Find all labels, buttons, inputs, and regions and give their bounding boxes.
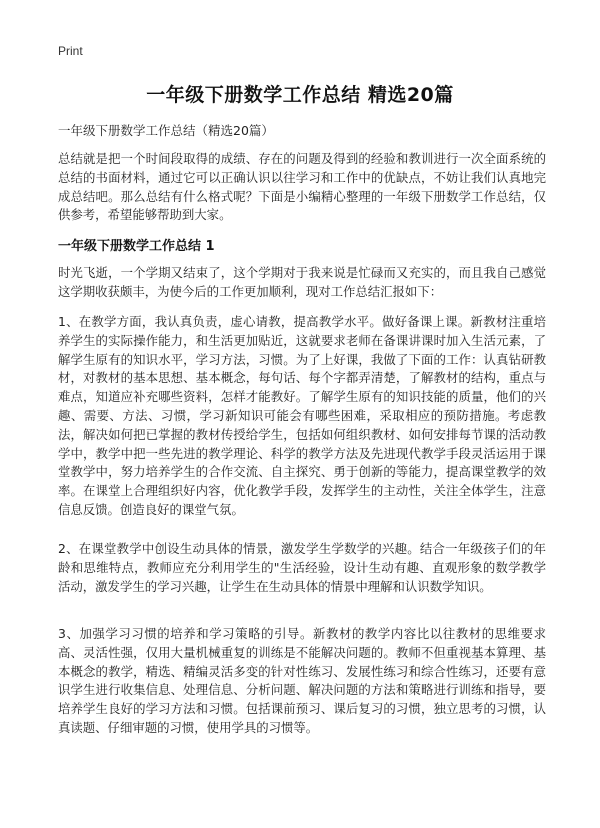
document-subtitle: 一年级下册数学工作总结（精选20篇）: [58, 123, 274, 138]
print-link[interactable]: Print: [58, 44, 83, 58]
paragraph-opening: 时光飞逝，一个学期又结束了，这个学期对于我来说是忙碌而又充实的，而且我自己感觉这学期收获颇丰，为使今后的工作更加顺利，现对工作总结汇报如下：: [58, 265, 546, 299]
intro-paragraph: 总结就是把一个时间段取得的成绩、存在的问题及得到的经验和教训进行一次全面系统的总结的书面材料，通过它可以正确认识以往学习和工作中的优缺点，不妨让我们认真地完成总结吧。那么总结有什么格式呢？下面是小编精心整理的一年级下册数学工作总结，仅供参考，希望能够帮助到大家。: [58, 151, 546, 223]
section-heading: 一年级下册数学工作总结 1: [58, 239, 215, 254]
paragraph-teaching: 1、在教学方面，我认真负责，虚心请教，提高教学水平。做好备课上课。新教材注重培养学生的实际操作能力，和生活更加贴近，这就要求老师在备课讲课时加入生活元素，了解学生原有的知识水平，学习方法，习惯。为了上好课，我做了下面的工作：认真钻研教材，对教材的基本思想、基本概念，每句话、每个字都弄清楚，了解教材的结构，重点与难点，知道应补充哪些资料，怎样才能教好。了解学生原有的知识技能的质量，他们的兴趣、需要、方法、习惯，学习新知识可能会有哪些困难，采取相应的预防措施。考虑教法，解决如何把已掌握的教材传授给学生，包括如何组织教材、如何安排每节课的活动教学中，教学中把一些先进的教学理论、科学的教学方法及先进现代教学手段灵活运用于课堂教学中，努力培养学生的合作交流、自主探究、勇于创新的等能力，提高课堂教学的效率。在课堂上合理组织好内容，优化教学手段，发挥学生的主动性，关注全体学生，注意信息反馈。创造良好的课堂气氛。: [58, 314, 546, 517]
page-title: 一年级下册数学工作总结 精选20篇: [146, 84, 454, 106]
paragraph-habits: 3、加强学习习惯的培养和学习策略的引导。新教材的教学内容比以往教材的思维要求高、灵活性强，仅用大量机械重复的训练是不能解决问题的。教师不但重视基本算理、基本概念的教学，精选、精编灵活多变的针对性练习、发展性练习和综合性练习，还要有意识学生进行收集信息、处理信息、分析问题、解决问题的方法和策略进行训练和指导，要培养学生良好的学习方法和习惯。包括课前预习、课后复习的习惯，独立思考的习惯，认真读题、仔细审题的习惯，使用学具的习惯等。: [58, 626, 546, 735]
paragraph-interest: 2、在课堂教学中创设生动具体的情景，激发学生学数学的兴趣。结合一年级孩子们的年龄和思维特点，教师应充分利用学生的"生活经验，设计生动有趣、直观形象的数学教学活动，激发学生的学习兴趣，让学生在生动具体的情景中理解和认识数学知识。: [58, 541, 546, 594]
